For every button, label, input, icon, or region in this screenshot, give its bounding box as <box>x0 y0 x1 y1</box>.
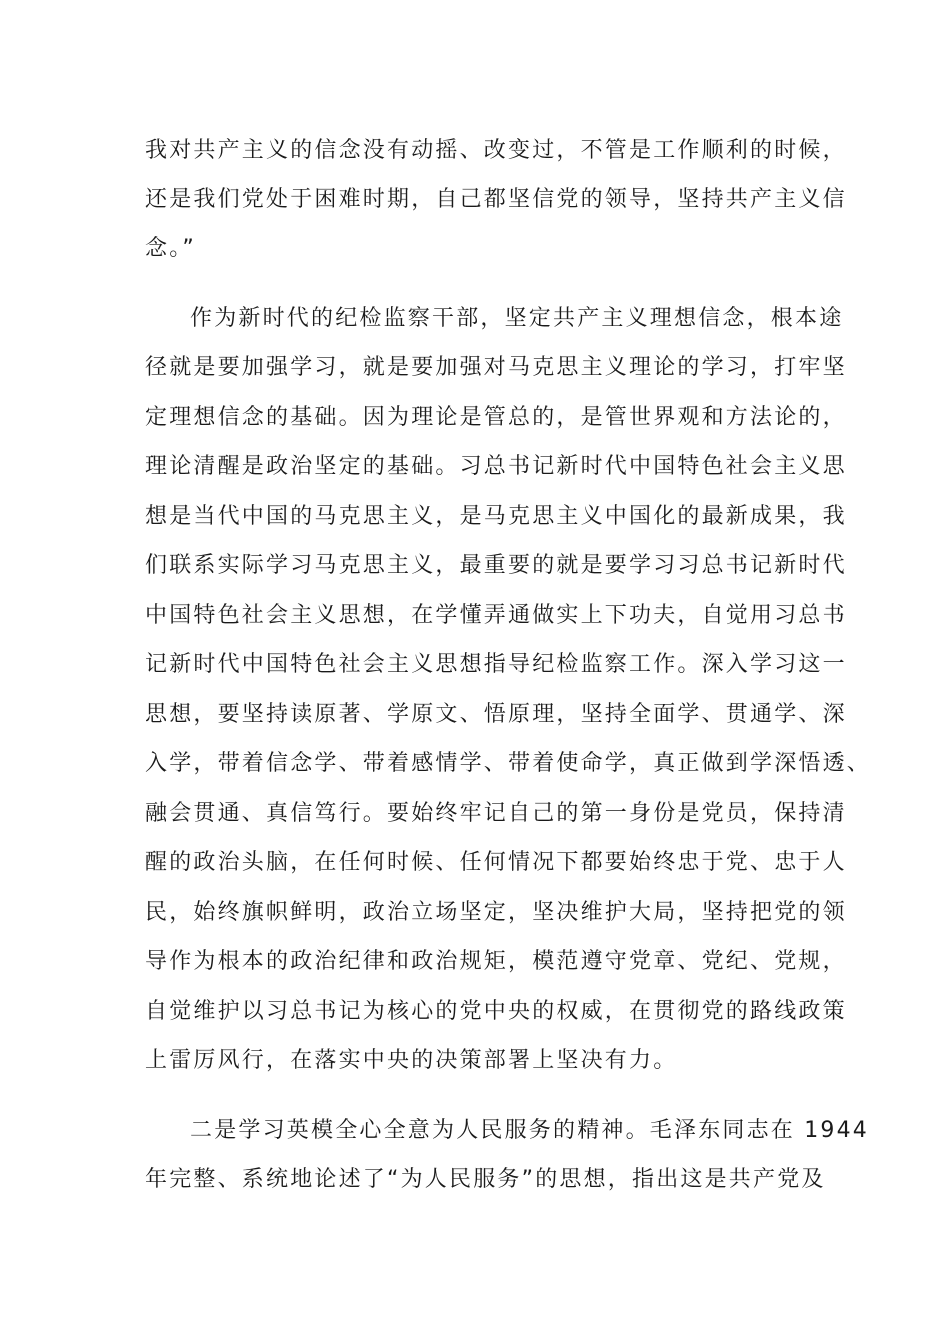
paragraph-1-line-2: 还是我们党处于困难时期，自己都坚信党的领导，坚持共产主义信 <box>145 187 847 212</box>
paragraph-2-line-6: 们联系实际学习马克思主义，最重要的就是要学习习总书记新时代 <box>145 553 847 578</box>
paragraph-2-line-5: 想是当代中国的马克思主义，是马克思主义中国化的最新成果，我 <box>145 504 847 529</box>
paragraph-2-line-3: 定理想信念的基础。因为理论是管总的，是管世界观和方法论的， <box>145 405 847 430</box>
paragraph-1-line-3: 念。” <box>145 236 196 261</box>
paragraph-2-line-16: 上雷厉风行，在落实中央的决策部署上坚决有力。 <box>145 1048 678 1073</box>
paragraph-3-line-2: 年完整、系统地论述了“为人民服务”的思想，指出这是共产党及 <box>145 1167 826 1192</box>
paragraph-1-line-1: 我对共产主义的信念没有动摇、改变过，不管是工作顺利的时候， <box>145 138 847 163</box>
paragraph-2-line-1: 作为新时代的纪检监察干部，坚定共产主义理想信念，根本途 <box>190 306 844 331</box>
paragraph-2-line-13: 民，始终旗帜鲜明，政治立场坚定，坚决维护大局，坚持把党的领 <box>145 900 847 925</box>
paragraph-2-line-7: 中国特色社会主义思想，在学懂弄通做实上下功夫，自觉用习总书 <box>145 603 847 628</box>
paragraph-2-line-8: 记新时代中国特色社会主义思想指导纪检监察工作。深入学习这一 <box>145 652 847 677</box>
paragraph-2-line-4: 理论清醒是政治坚定的基础。习总书记新时代中国特色社会主义思 <box>145 454 847 479</box>
paragraph-3-line-1: 二是学习英模全心全意为人民服务的精神。毛泽东同志在 1944 <box>190 1118 869 1143</box>
paragraph-2-line-10: 入学，带着信念学、带着感情学、带着使命学，真正做到学深悟透、 <box>145 751 872 776</box>
paragraph-2-line-14: 导作为根本的政治纪律和政治规矩，模范遵守党章、党纪、党规， <box>145 949 847 974</box>
paragraph-2-line-11: 融会贯通、真信笃行。要始终牢记自己的第一身份是党员，保持清 <box>145 801 847 826</box>
paragraph-2-line-9: 思想，要坚持读原著、学原文、悟原理，坚持全面学、贯通学、深 <box>145 702 847 727</box>
paragraph-2-line-2: 径就是要加强学习，就是要加强对马克思主义理论的学习，打牢坚 <box>145 355 847 380</box>
paragraph-2-line-12: 醒的政治头脑，在任何时候、任何情况下都要始终忠于党、忠于人 <box>145 850 847 875</box>
paragraph-2-line-15: 自觉维护以习总书记为核心的党中央的权威，在贯彻党的路线政策 <box>145 999 847 1024</box>
